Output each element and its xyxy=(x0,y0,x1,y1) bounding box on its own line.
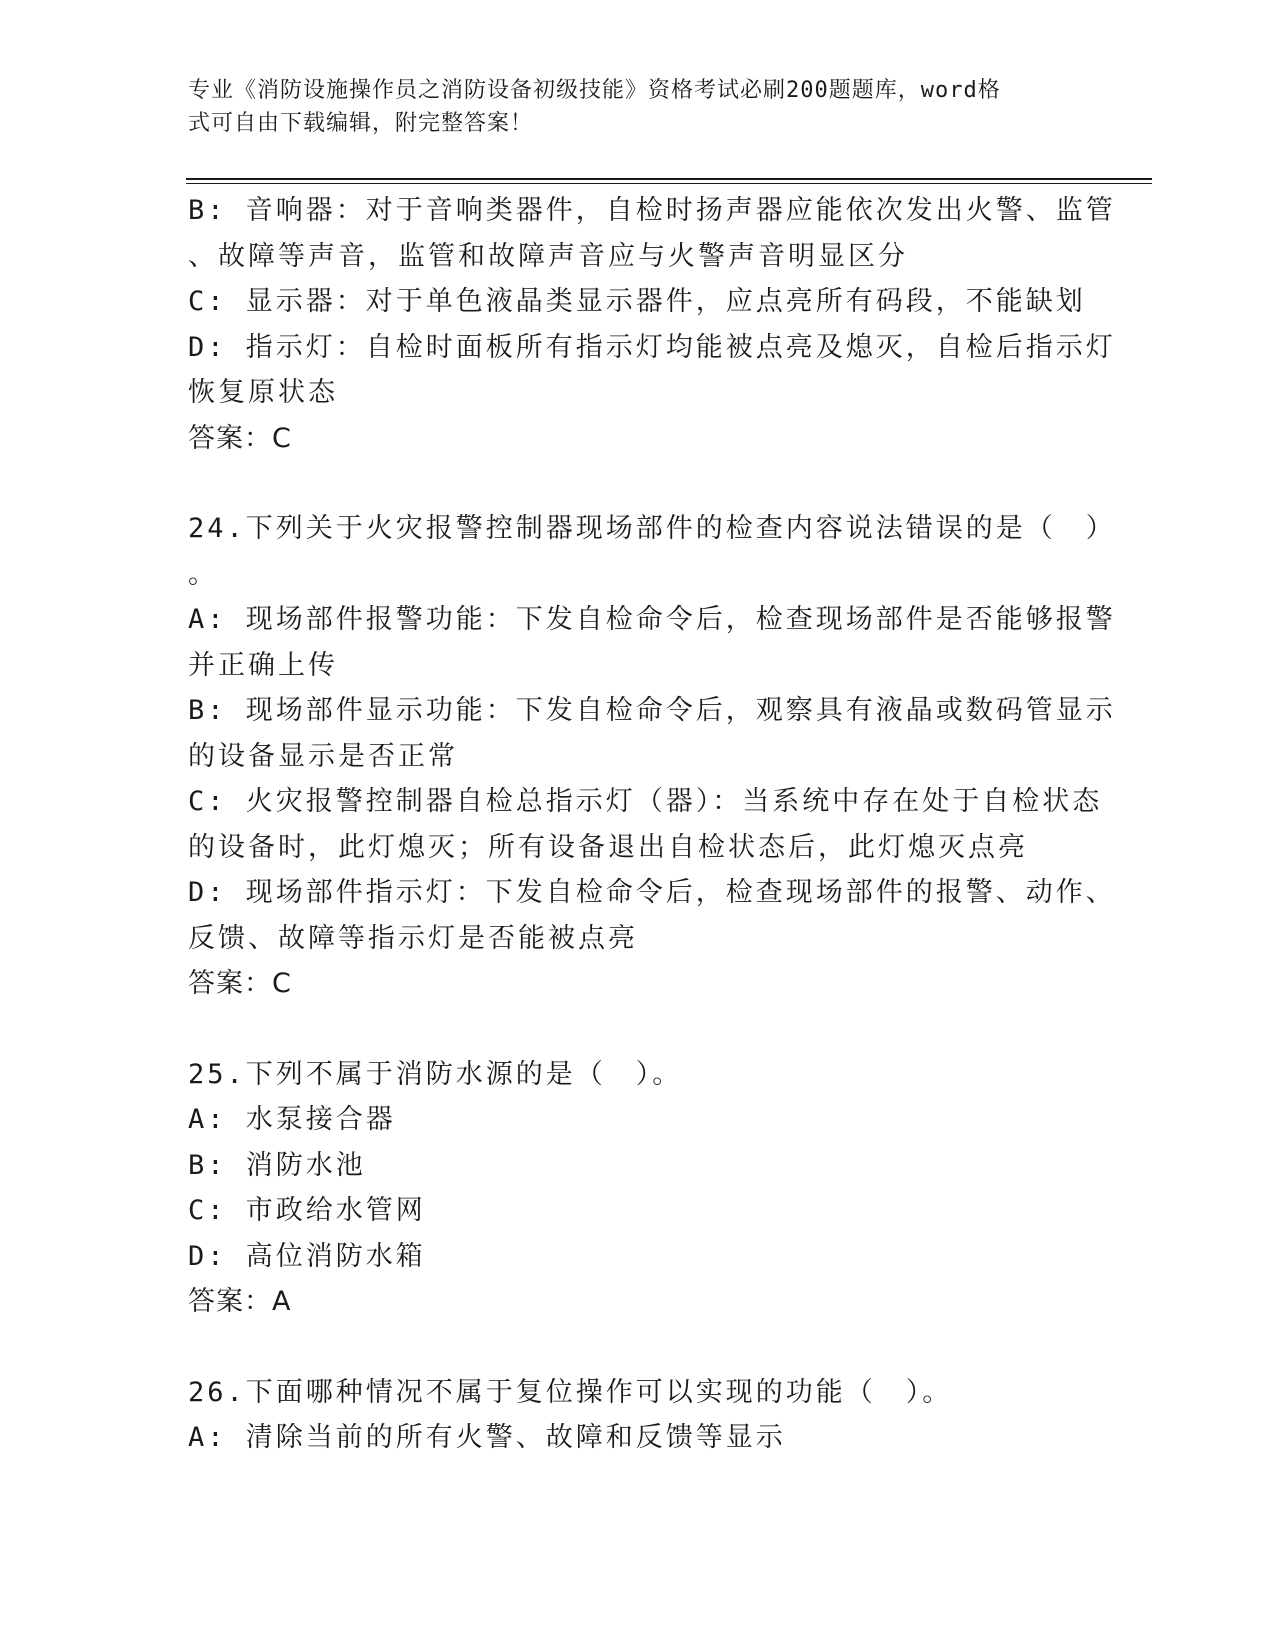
header-rule-thick xyxy=(186,178,1152,180)
header-line-1: 专业《消防设施操作员之消防设备初级技能》资格考试必刷200题题库，word格 xyxy=(188,78,1001,103)
question-25 xyxy=(188,1052,1088,1325)
q23-option-b-line-1: B: 音响器：对于音响类器件，自检时扬声器应能依次发出火警、监管 xyxy=(188,195,1116,226)
q24-option-c-line-2: 的设备时，此灯熄灭；所有设备退出自检状态后，此灯熄灭点亮 xyxy=(188,831,1028,863)
header-rule-thin xyxy=(186,183,1152,184)
q23-option-b-line-2: 、故障等声音，监管和故障声音应与火警声音明显区分 xyxy=(188,240,908,272)
q24-question-line-2: 。 xyxy=(188,558,218,590)
q23-option-d-line-1: D: 指示灯：自检时面板所有指示灯均能被点亮及熄灭，自检后指示灯 xyxy=(188,331,1116,363)
q23-option-d-line-2: 恢复原状态 xyxy=(188,377,338,408)
q24-option-a-line-1: A: 现场部件报警功能：下发自检命令后，检查现场部件是否能够报警 xyxy=(188,604,1116,635)
q24-option-d-line-2: 反馈、故障等指示灯是否能被点亮 xyxy=(188,922,638,954)
q24-answer: 答案：C xyxy=(188,968,292,999)
q26-option-a: A: 清除当前的所有火警、故障和反馈等显示 xyxy=(188,1422,786,1453)
spacer xyxy=(188,1325,1088,1370)
question-26 xyxy=(188,1370,1088,1461)
document-header xyxy=(188,74,1068,140)
q25-question-line-1: 25.下列不属于消防水源的是（ ）。 xyxy=(188,1058,683,1090)
q24-option-c-line-1: C: 火灾报警控制器自检总指示灯（器）：当系统中存在处于自检状态 xyxy=(188,786,1103,817)
q23-answer: 答案：C xyxy=(188,422,292,454)
header-line-2: 式可自由下载编辑，附完整答案！ xyxy=(188,111,534,136)
spacer xyxy=(188,461,1088,506)
spacer xyxy=(188,1007,1088,1052)
q25-option-d: D: 高位消防水箱 xyxy=(188,1240,426,1272)
q24-option-b-line-2: 的设备显示是否正常 xyxy=(188,740,458,772)
question-24 xyxy=(188,506,1116,1007)
q25-option-b: B: 消防水池 xyxy=(188,1149,366,1181)
q26-question-line-1: 26.下面哪种情况不属于复位操作可以实现的功能（ ）。 xyxy=(188,1376,953,1408)
q25-option-c: C: 市政给水管网 xyxy=(188,1195,426,1226)
q25-option-a: A: 水泵接合器 xyxy=(188,1104,396,1135)
question-23-tail xyxy=(188,188,1116,461)
q24-option-b-line-1: B: 现场部件显示功能：下发自检命令后，观察具有液晶或数码管显示 xyxy=(188,695,1116,726)
q24-question-line-1: 24.下列关于火灾报警控制器现场部件的检查内容说法错误的是（ ） xyxy=(188,513,1116,544)
question-content xyxy=(188,188,1116,1461)
q24-option-d-line-1: D: 现场部件指示灯：下发自检命令后，检查现场部件的报警、动作、 xyxy=(188,877,1116,908)
q24-option-a-line-2: 并正确上传 xyxy=(188,649,338,681)
q25-answer: 答案：A xyxy=(188,1286,292,1317)
q23-option-c-line-1: C: 显示器：对于单色液晶类显示器件，应点亮所有码段，不能缺划 xyxy=(188,286,1086,317)
